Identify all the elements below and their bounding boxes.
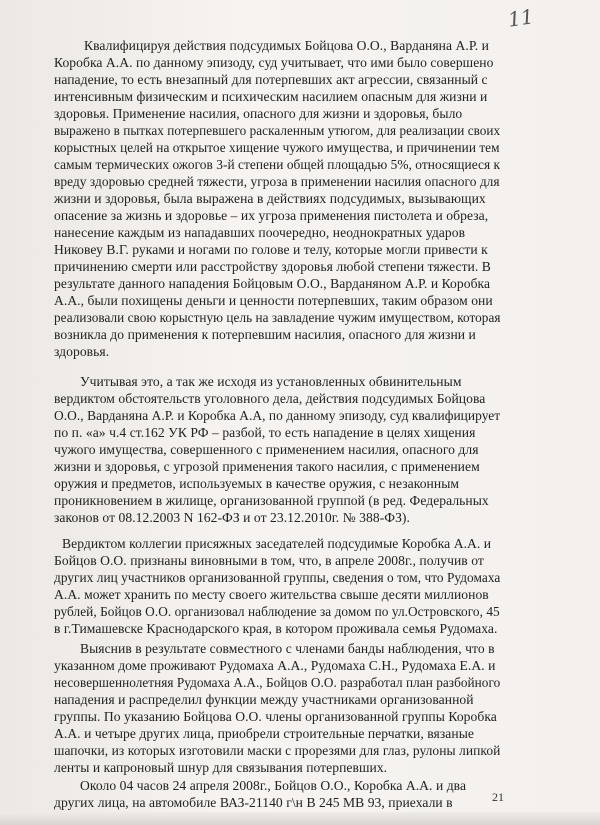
page-number: 21	[492, 790, 504, 804]
handwritten-page-number: 11	[506, 4, 535, 32]
text-line: группы. По указанию Бойцова О.О. члены организованной группы Коробка	[54, 709, 497, 724]
text-line: в г.Тимашевске Краснодарского края, в котором проживала семья Рудомаха.	[54, 621, 498, 636]
text-line: жизни и здоровья, была выражена в действиях подсудимых, вызывающих	[54, 191, 486, 206]
text-line: О.О., Варданяна А.Р. и Коробка А.А, по данному эпизоду, суд квалифицирует	[54, 408, 501, 423]
text-line: вердиктом обстоятельств уголовного дела, действия подсудимых Бойцова	[54, 391, 486, 406]
text-line: по п. «а» ч.4 ст.162 УК РФ – разбой, то есть нападение в целях хищения	[54, 425, 476, 440]
text-line: Около 04 часов 24 апреля 2008г., Бойцов О.О., Коробка А.А. и два	[80, 778, 467, 793]
text-line: самым термических ожогов 3-й степени общей площадью 5%, относящиеся к	[54, 157, 501, 172]
text-line: результате данного нападения Бойцовым О.О., Варданяном А.Р. и Коробка	[54, 276, 491, 291]
text-line: Квалифицируя действия подсудимых Бойцова О.О., Варданяна А.Р. и	[84, 38, 489, 53]
text-line: вреду здоровью средней тяжести, угроза в применении насилия опасного для	[54, 174, 500, 189]
text-line: корыстных целей на открытое хищение чужого имущества, и причинении тем	[54, 140, 500, 155]
text-line: Вердиктом коллегии присяжных заседателей подсудимые Коробка А.А. и	[62, 536, 492, 551]
text-line: других лиц участников организованной группы, сведения о том, что Рудомаха	[54, 570, 501, 585]
text-line: чужого имущества, совершенного с применением насилия, опасного для	[54, 442, 479, 457]
text-line: нанесение каждым из нападавших поочередно, неоднократных ударов	[54, 225, 466, 240]
text-line: реализовали свою корыстную цель на завладение чужим имуществом, которая	[54, 310, 501, 325]
text-line: несовершеннолетняя Рудомаха А.А., Бойцов О.О. разработал план разбойного	[54, 675, 501, 690]
text-line: жизни и здоровья, с угрозой применения такого насилия, с применением	[54, 459, 480, 474]
text-line: других лица, на автомобиле ВАЗ-21140 г\н В 245 МВ 93, приехали в	[54, 795, 453, 810]
text-line: выражено в пытках потерпевшего раскаленным утюгом, для реализации своих	[54, 123, 501, 138]
text-line: оружия и предметов, используемых в качестве оружия, с незаконным	[54, 476, 460, 491]
text-line: А.А. и четыре других лица, приобрели строительные перчатки, вязаные	[54, 726, 474, 741]
text-line: здоровья.	[54, 344, 110, 359]
text-line: шапочки, из которых изготовили маски с прорезями для глаз, рулоны липкой	[54, 743, 501, 758]
text-line: Учитывая это, а так же исходя из установленных обвинительным	[80, 374, 462, 389]
text-line: законов от 08.12.2003 N 162-ФЗ и от 23.12.2010г. № 388-ФЗ).	[54, 510, 410, 525]
text-line: Коробка А.А. по данному эпизоду, суд учитывает, что ими было совершено	[54, 55, 494, 70]
text-line: опасение за жизнь и здоровье – их угроза применения пистолета и обреза,	[54, 208, 489, 223]
text-line: А.А., были похищены деньги и ценности потерпевших, таким образом они	[54, 293, 493, 308]
text-line: А.А. может хранить по месту своего жительства свыше десяти миллионов	[54, 587, 489, 602]
text-line: нападения и распределил функции между участниками организованной	[54, 692, 474, 707]
text-line: указанном доме проживают Рудомаха А.А., Рудомаха С.Н., Рудомаха Е.А. и	[54, 658, 496, 673]
text-line: проникновением в жилище, организованной группой (в ред. Федеральных	[54, 493, 489, 508]
text-line: здоровья. Применение насилия, опасного для жизни и здоровья, было	[54, 106, 463, 121]
text-line: Выяснив в результате совместного с членами банды наблюдения, что в	[80, 641, 495, 656]
text-line: Бойцов О.О. признаны виновными в том, что, в апреле 2008г., получив от	[54, 553, 484, 568]
text-line: причинению смерти или расстройству здоровья любой степени тяжести. В	[54, 259, 491, 274]
text-line: возникла до применения к потерпевшим насилия, опасного для жизни и	[54, 327, 476, 342]
scan-edge	[0, 812, 600, 825]
text-line: интенсивным физическим и психическим насилием опасным для жизни и	[54, 89, 488, 104]
text-line: рублей, Бойцов О.О. организовал наблюдение за домом по ул.Островского, 45	[54, 604, 500, 619]
text-line: нападение, то есть внезапный для потерпевших акт агрессии, связанный с	[54, 72, 488, 87]
text-line: ленты и капроновый шнур для связывания потерпевших.	[54, 760, 388, 775]
text-line: Никовеу В.Г. руками и ногами по голове и телу, которые могли привести к	[54, 242, 488, 257]
